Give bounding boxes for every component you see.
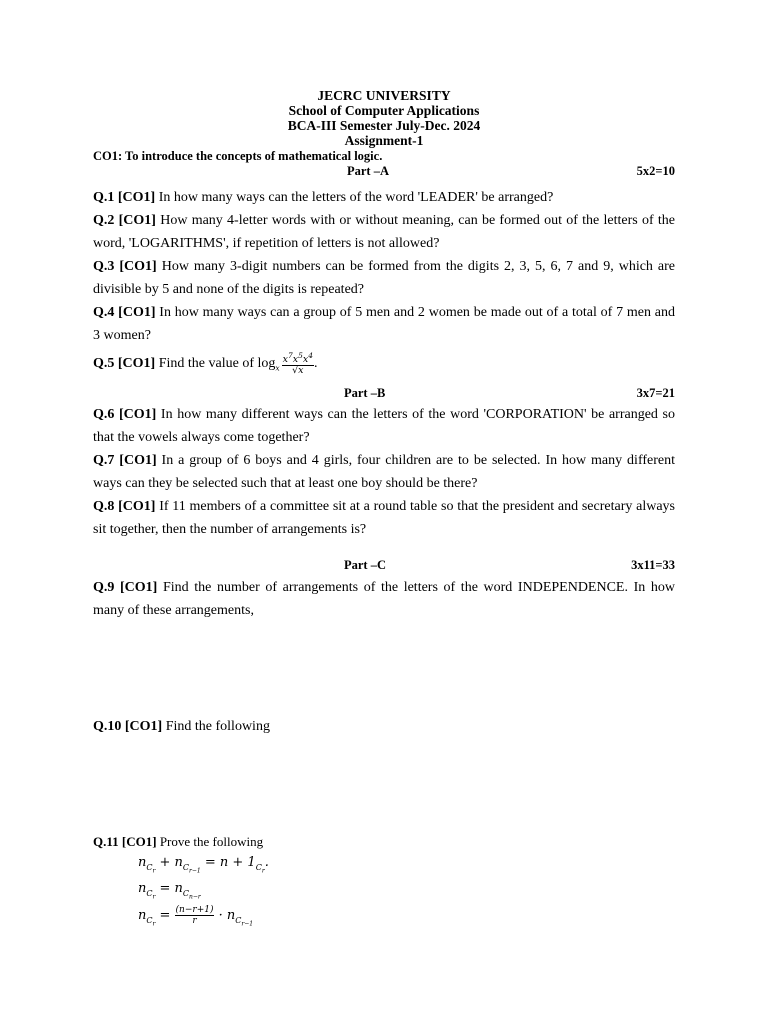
question-text: Find the number of arrangements of the letters of the word INDEPENDENCE. In how many of these arrangements,: [93, 580, 675, 618]
question-text: In how many different ways can the letters of the word 'CORPORATION' be arranged so that the vowels always come together?: [93, 407, 675, 445]
question-text: In a group of 6 boys and 4 girls, four children are to be selected. In how many different ways can they be selected such that at least one boy should be there?: [93, 453, 676, 491]
question-text: In how many ways can a group of 5 men and 2 women be made out of a total of 7 men and 3 women?: [93, 305, 675, 343]
part-b-heading: [93, 386, 675, 402]
question-text: Find the following: [162, 719, 270, 734]
log-fraction: $\frac{x^7x^5x^4}{√x}$: [282, 351, 314, 377]
university-name: JECRC UNIVERSITY: [317, 88, 451, 103]
question-2: [93, 209, 675, 255]
part-name: Part –A: [347, 164, 389, 178]
question-text: If 11 members of a committee sit at a round table so that the president and secretary always sit together, then the number of arrangements is?: [93, 499, 675, 537]
question-label: Q.2 [CO1]: [93, 213, 156, 228]
question-label: Q.7 [CO1]: [93, 453, 157, 468]
question-5: Q.5 [CO1] Find the value of $\log_x$ $\frac{x^7x^5x^4}{√x}$ .: [93, 351, 318, 377]
log-base: x: [275, 363, 280, 373]
assignment-title: Assignment-1: [344, 133, 424, 148]
question-label: Q.6 [CO1]: [93, 407, 157, 422]
question-label: Q.4 [CO1]: [93, 305, 156, 320]
part-c-heading: [93, 558, 675, 574]
question-text: In how many ways can the letters of the word 'LEADER' be arranged?: [155, 190, 554, 205]
question-11: [93, 830, 675, 853]
question-10: [93, 715, 675, 738]
question-label: Q.9 [CO1]: [93, 580, 158, 595]
part-name: Part –C: [344, 558, 386, 572]
question-label: Q.1 [CO1]: [93, 190, 156, 205]
equation-2: $n_{C_r} = n_{C_{n-r}}$: [138, 881, 201, 901]
question-label: Q.10 [CO1]: [93, 719, 163, 734]
part-name: Part –B: [344, 386, 386, 400]
question-text: How many 4-letter words with or without meaning, can be formed out of the letters of the word, 'LOGARITHMS', if repetition of letters is not allowed?: [93, 213, 675, 251]
question-1: [93, 186, 675, 209]
question-3: [93, 255, 675, 301]
part-marks: 5x2=10: [636, 164, 675, 178]
question-label: Q.3 [CO1]: [93, 259, 157, 274]
question-label: Q.5 [CO1]: [93, 355, 156, 371]
equation-1: $n_{C_r} + n_{C_{r-1}} = n + 1_{C_r}$.: [138, 855, 269, 875]
part-a-heading: [93, 164, 675, 180]
question-9: [93, 576, 675, 622]
question-4: [93, 301, 675, 347]
question-label: Q.8 [CO1]: [93, 499, 156, 514]
question-label: Q.11 [CO1]: [93, 834, 157, 849]
part-marks: 3x11=33: [631, 558, 675, 572]
semester-line: BCA-III Semester July-Dec. 2024: [287, 118, 481, 133]
question-6: [93, 403, 675, 449]
equation-3: $n_{C_r}$ = $\frac{(n-r+1)}{r} \cdot n_{C_{r-1}}$: [138, 905, 254, 928]
course-outcome: CO1: To introduce the concepts of mathematical logic.: [93, 149, 383, 163]
question-text: Prove the following: [156, 834, 264, 849]
question-text: Find the value of log: [155, 355, 276, 371]
question-text: How many 3-digit numbers can be formed from the digits 2, 3, 5, 6, 7 and 9, which are divisible by 5 and none of the digits is repeated?: [93, 259, 676, 297]
part-marks: 3x7=21: [636, 386, 675, 400]
school-name: School of Computer Applications: [288, 103, 480, 118]
question-8: [93, 495, 675, 541]
question-7: [93, 449, 675, 495]
